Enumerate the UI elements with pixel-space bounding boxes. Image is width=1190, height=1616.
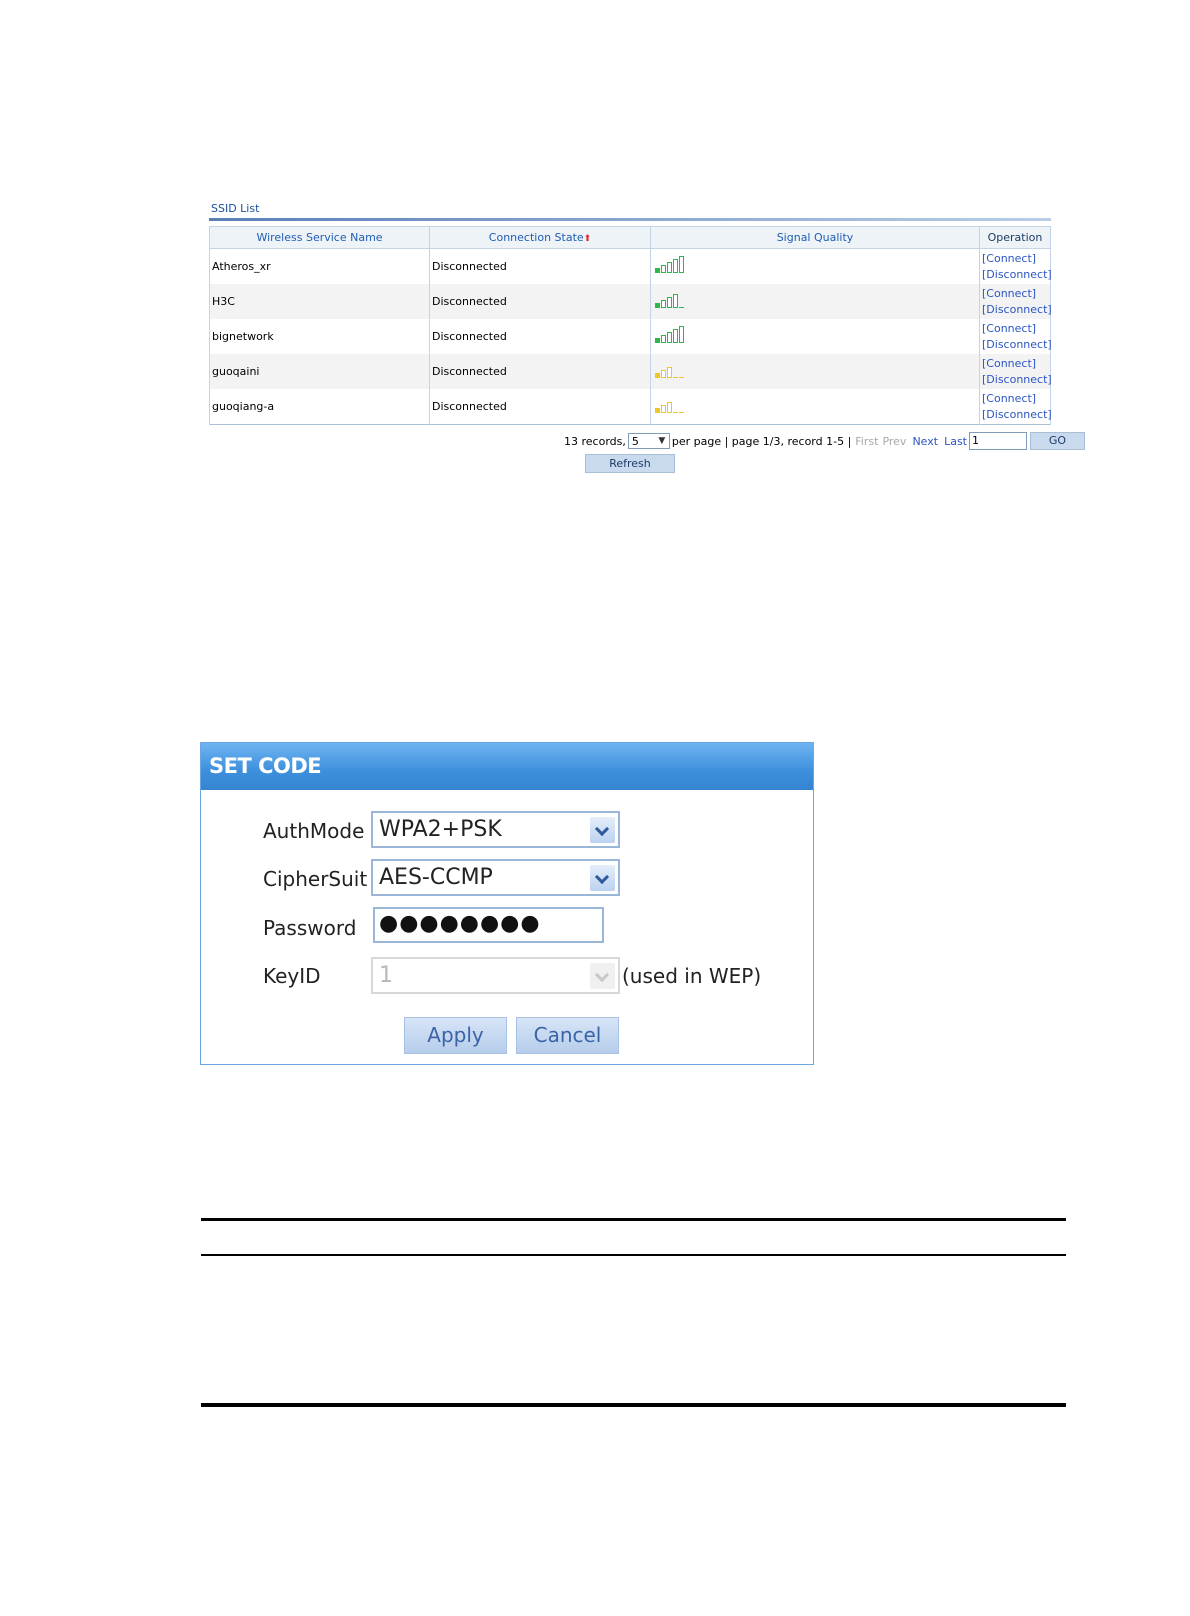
signal-strength-icon bbox=[655, 362, 684, 378]
page-number-input[interactable]: 1 bbox=[969, 432, 1027, 450]
signal-bar bbox=[673, 259, 678, 273]
last-page-link[interactable]: Last bbox=[944, 434, 967, 448]
connect-link[interactable]: [Connect] bbox=[982, 286, 1037, 300]
signal-bar bbox=[673, 294, 678, 308]
connect-link[interactable]: [Connect] bbox=[982, 321, 1037, 335]
signal-bar bbox=[679, 256, 684, 273]
connect-link[interactable]: [Connect] bbox=[982, 251, 1037, 265]
ciphersuit-select[interactable]: AES-CCMP bbox=[371, 859, 620, 896]
connection-state: Disconnected bbox=[430, 354, 651, 389]
ciphersuit-label: CipherSuit bbox=[263, 867, 368, 891]
signal-bar bbox=[655, 408, 660, 413]
password-input[interactable]: ●●●●●●●● bbox=[373, 907, 604, 943]
next-page-link[interactable]: Next bbox=[912, 434, 939, 448]
connection-state: Disconnected bbox=[430, 319, 651, 354]
signal-strength-icon bbox=[655, 257, 684, 273]
keyid-select: 1 bbox=[371, 957, 620, 994]
table-row bbox=[210, 389, 1051, 425]
table-row bbox=[210, 354, 1051, 389]
signal-quality-cell bbox=[651, 319, 980, 354]
ssid-list-panel bbox=[209, 202, 1051, 425]
record-count: 13 records, bbox=[564, 434, 626, 448]
disconnect-link[interactable]: [Disconnect] bbox=[982, 267, 1052, 281]
operation-cell bbox=[980, 354, 1051, 389]
operation-cell bbox=[980, 249, 1051, 285]
disconnect-link[interactable]: [Disconnect] bbox=[982, 337, 1052, 351]
chevron-down-icon: ▼ bbox=[658, 436, 666, 446]
signal-bar bbox=[661, 335, 666, 343]
disconnect-link[interactable]: [Disconnect] bbox=[982, 302, 1052, 316]
table-bottom-rule bbox=[201, 1403, 1066, 1407]
password-label: Password bbox=[263, 916, 357, 940]
signal-quality-cell bbox=[651, 354, 980, 389]
chevron-down-icon bbox=[590, 817, 615, 843]
table-row bbox=[210, 319, 1051, 354]
ssid-name: bignetwork bbox=[210, 319, 430, 354]
table-header-row bbox=[210, 227, 1051, 249]
signal-quality-cell bbox=[651, 249, 980, 285]
column-header-name[interactable]: Wireless Service Name bbox=[210, 227, 430, 249]
signal-quality-cell bbox=[651, 389, 980, 425]
signal-strength-icon bbox=[655, 292, 684, 308]
signal-bar bbox=[679, 326, 684, 343]
signal-strength-icon bbox=[655, 327, 684, 343]
prev-page-link: Prev bbox=[882, 434, 907, 448]
pagination-bar bbox=[564, 432, 1085, 450]
disconnect-link[interactable]: [Disconnect] bbox=[982, 407, 1052, 421]
per-page-select[interactable]: 5 ▼ bbox=[628, 433, 670, 449]
signal-bar bbox=[673, 411, 678, 413]
title-underline bbox=[209, 218, 1051, 221]
signal-bar bbox=[661, 300, 666, 308]
signal-bar bbox=[673, 376, 678, 378]
operation-cell bbox=[980, 389, 1051, 425]
table-header-rule bbox=[201, 1254, 1066, 1256]
signal-quality-cell bbox=[651, 284, 980, 319]
authmode-select[interactable]: WPA2+PSK bbox=[371, 811, 620, 848]
signal-bar bbox=[661, 370, 666, 378]
ssid-name: H3C bbox=[210, 284, 430, 319]
operation-cell bbox=[980, 319, 1051, 354]
signal-bar bbox=[679, 376, 684, 378]
keyid-label: KeyID bbox=[263, 964, 321, 988]
ssid-table bbox=[209, 226, 1051, 425]
table-row bbox=[210, 249, 1051, 285]
column-header-signal: Signal Quality bbox=[651, 227, 980, 249]
signal-bar bbox=[679, 411, 684, 413]
signal-bar bbox=[667, 297, 672, 308]
column-header-state[interactable]: Connection State⬆ bbox=[430, 227, 651, 249]
signal-bar bbox=[667, 332, 672, 343]
go-button[interactable]: GO bbox=[1030, 432, 1085, 450]
signal-bar bbox=[661, 265, 666, 273]
signal-bar bbox=[655, 338, 660, 343]
column-header-operation: Operation bbox=[980, 227, 1051, 249]
ssid-list-title: SSID List bbox=[211, 202, 260, 215]
refresh-button[interactable]: Refresh bbox=[585, 454, 675, 473]
keyid-note: (used in WEP) bbox=[622, 964, 762, 988]
authmode-label: AuthMode bbox=[263, 819, 365, 843]
connection-state: Disconnected bbox=[430, 249, 651, 285]
dialog-title: SET CODE bbox=[201, 743, 813, 790]
ssid-name: guoqiang-a bbox=[210, 389, 430, 425]
apply-button[interactable]: Apply bbox=[404, 1017, 507, 1054]
disconnect-link[interactable]: [Disconnect] bbox=[982, 372, 1052, 386]
signal-bar bbox=[667, 367, 672, 378]
signal-bar bbox=[655, 268, 660, 273]
connection-state: Disconnected bbox=[430, 389, 651, 425]
operation-cell bbox=[980, 284, 1051, 319]
connect-link[interactable]: [Connect] bbox=[982, 356, 1037, 370]
connection-state: Disconnected bbox=[430, 284, 651, 319]
first-page-link: First bbox=[855, 434, 879, 448]
sort-up-icon: ⬆ bbox=[583, 234, 592, 244]
ssid-name: Atheros_xr bbox=[210, 249, 430, 285]
signal-bar bbox=[667, 402, 672, 413]
signal-bar bbox=[655, 303, 660, 308]
table-row bbox=[210, 284, 1051, 319]
connect-link[interactable]: [Connect] bbox=[982, 391, 1037, 405]
chevron-down-icon bbox=[590, 963, 615, 989]
cancel-button[interactable]: Cancel bbox=[516, 1017, 619, 1054]
signal-bar bbox=[661, 405, 666, 413]
signal-bar bbox=[679, 306, 684, 308]
chevron-down-icon bbox=[590, 865, 615, 891]
signal-strength-icon bbox=[655, 397, 684, 413]
ssid-name: guoqaini bbox=[210, 354, 430, 389]
set-code-dialog bbox=[200, 742, 814, 1065]
signal-bar bbox=[667, 262, 672, 273]
table-top-rule bbox=[201, 1218, 1066, 1221]
signal-bar bbox=[655, 373, 660, 378]
signal-bar bbox=[673, 329, 678, 343]
page-info: per page | page 1/3, record 1-5 | bbox=[671, 434, 852, 448]
